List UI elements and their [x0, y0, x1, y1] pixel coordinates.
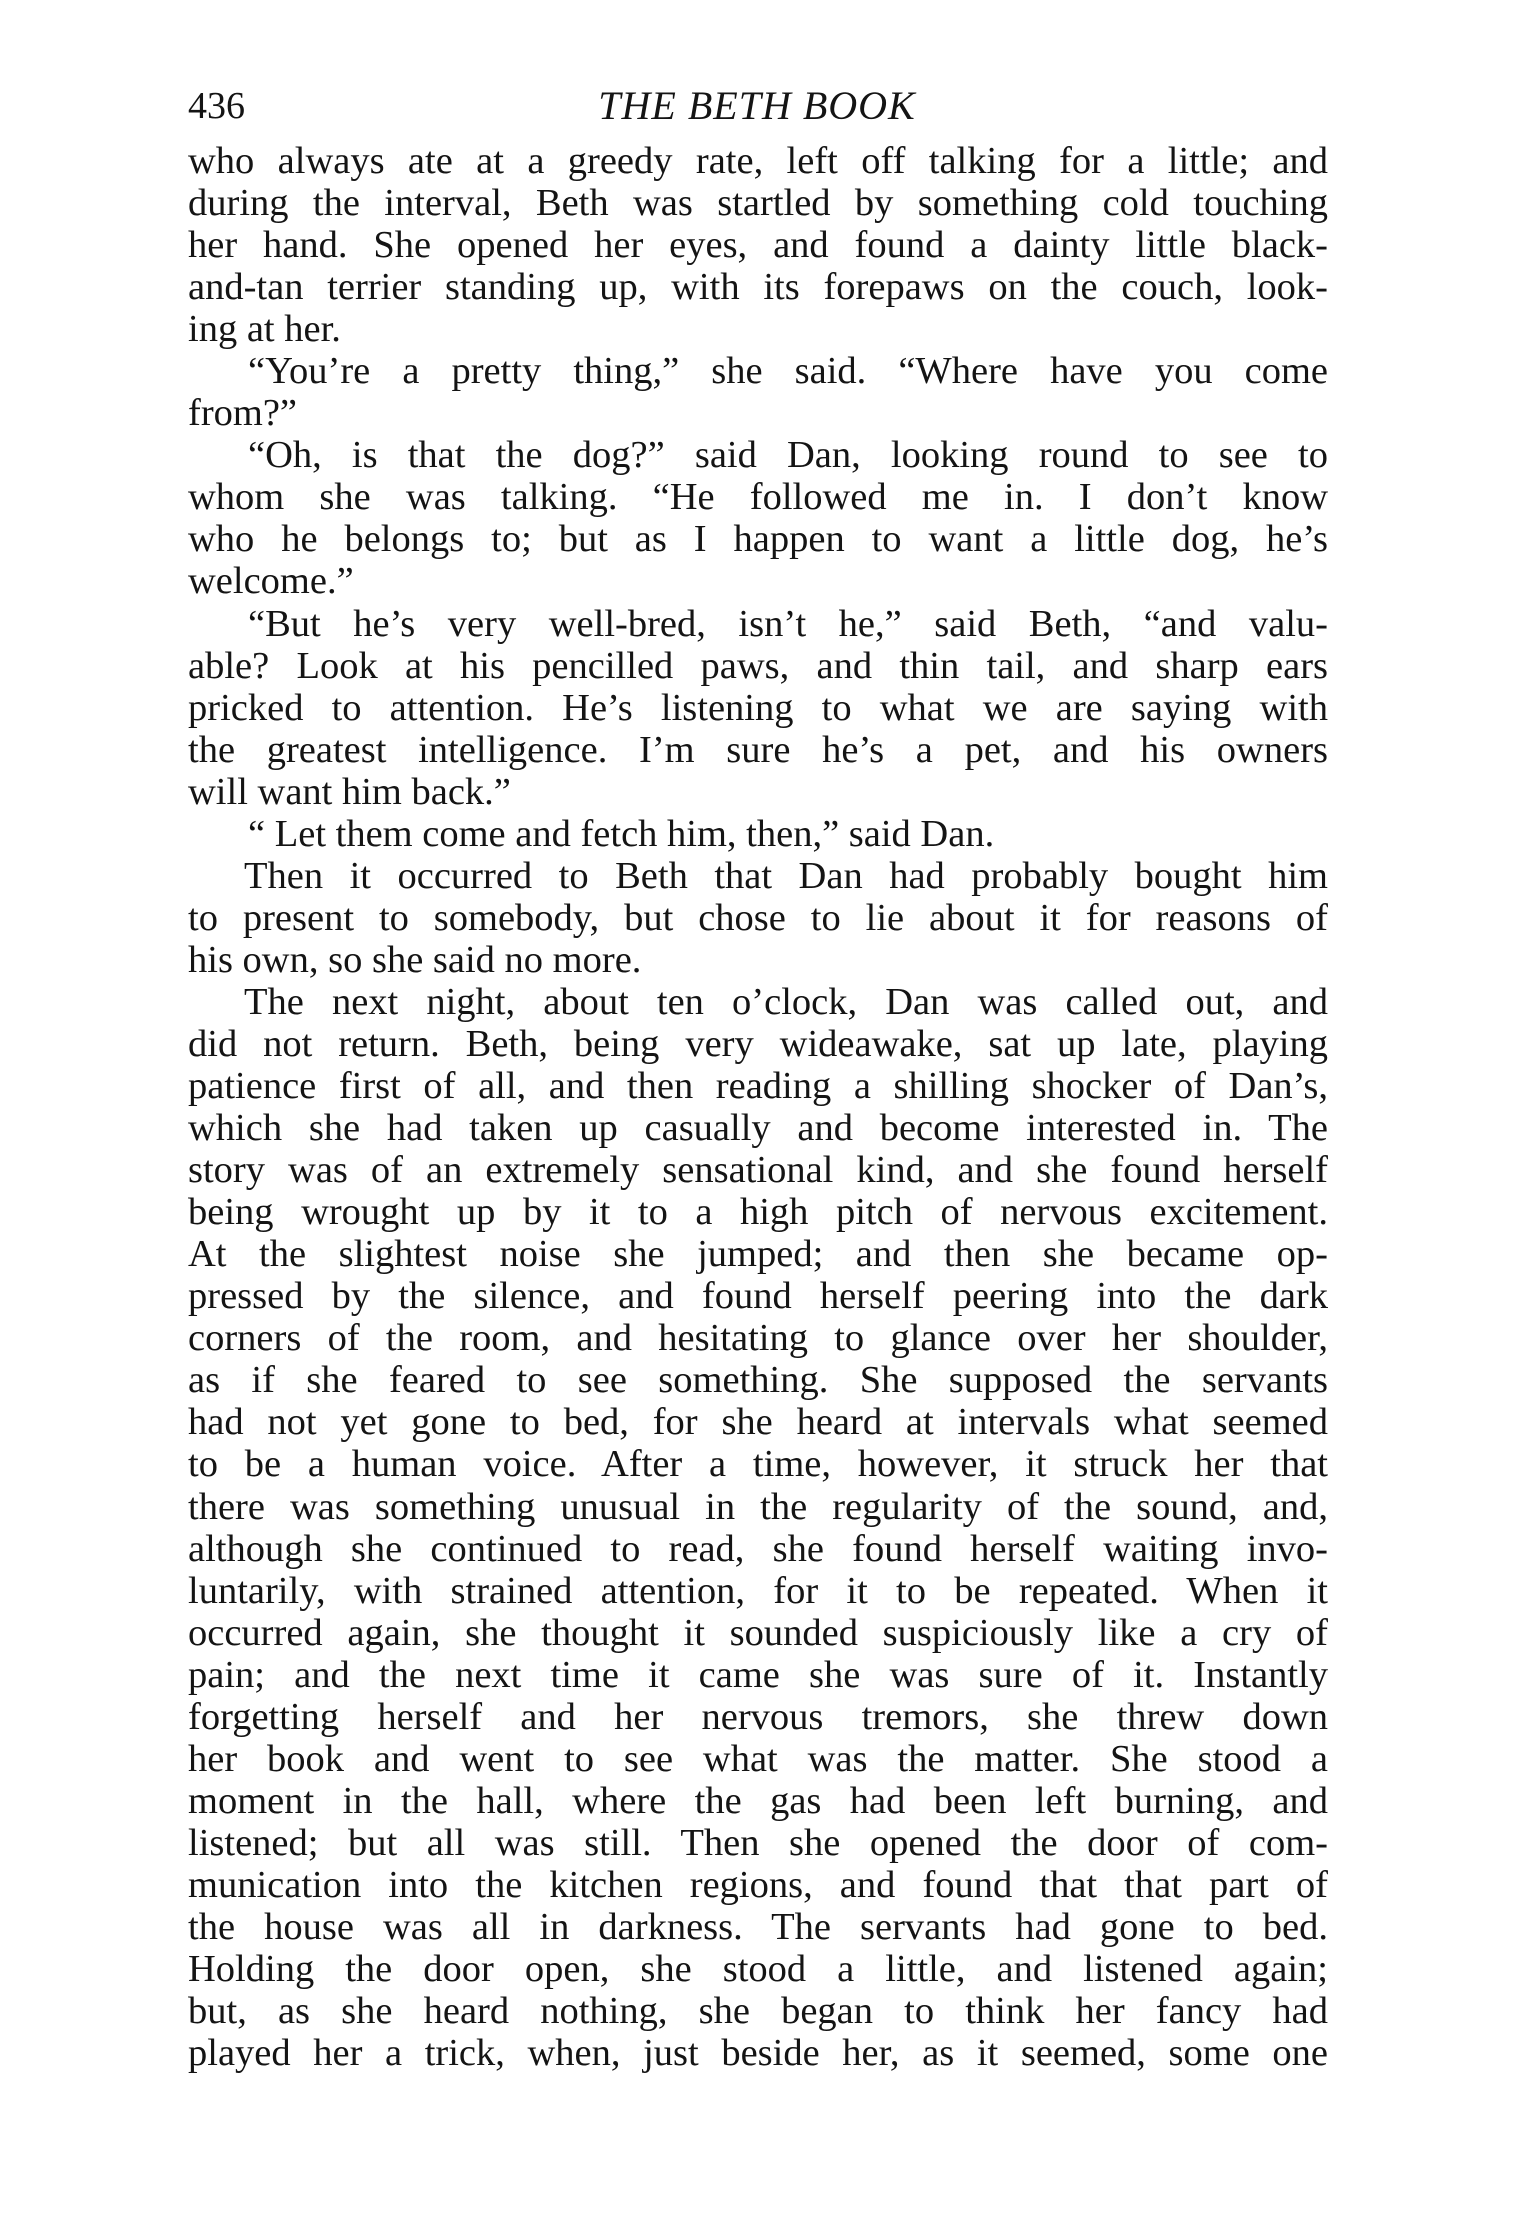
text-line: At the slightest noise she jumped; and then she became op- — [188, 1233, 1328, 1276]
text-line: her hand. She opened her eyes, and found a dainty little black- — [188, 224, 1328, 267]
text-line: listened; but all was still. Then she opened the door of com- — [188, 1821, 1328, 1864]
text-line: munication into the kitchen regions, and found that that part of — [188, 1863, 1328, 1906]
text-line: ing at her. — [188, 308, 341, 351]
book-title: THE BETH BOOK — [598, 83, 916, 128]
text-line: story was of an extremely sensational kind, and she found herself — [188, 1149, 1328, 1192]
text-line: although she continued to read, she found herself waiting invo- — [188, 1527, 1328, 1570]
text-line: “You’re a pretty thing,” she said. “Where have you come — [248, 350, 1328, 393]
page-number: 436 — [188, 85, 245, 127]
text-line: able? Look at his pencilled paws, and thin tail, and sharp ears — [188, 644, 1328, 687]
text-line: the house was all in darkness. The servants had gone to bed. — [188, 1905, 1328, 1948]
text-line: the greatest intelligence. I’m sure he’s a pet, and his owners — [188, 728, 1328, 771]
text-line: “ Let them come and fetch him, then,” said Dan. — [248, 812, 995, 855]
text-line: played her a trick, when, just beside her, as it seemed, some one — [188, 2032, 1328, 2075]
text-line: during the interval, Beth was startled by something cold touching — [188, 182, 1328, 225]
text-line: luntarily, with strained attention, for it to be repeated. When it — [188, 1569, 1328, 1612]
text-line: did not return. Beth, being very wideawake, sat up late, playing — [188, 1022, 1328, 1065]
text-line: Then it occurred to Beth that Dan had probably bought him — [244, 854, 1328, 897]
text-line: “Oh, is that the dog?” said Dan, looking round to see to — [248, 434, 1328, 477]
text-line: as if she feared to see something. She supposed the servants — [188, 1359, 1328, 1402]
text-line: her book and went to see what was the matter. She stood a — [188, 1737, 1328, 1780]
running-head — [188, 78, 1326, 134]
text-line: pain; and the next time it came she was sure of it. Instantly — [188, 1653, 1328, 1696]
body-text — [188, 140, 1328, 2074]
text-line: patience first of all, and then reading a shilling shocker of Dan’s, — [188, 1065, 1328, 1108]
text-line: welcome.” — [188, 560, 354, 603]
text-line: Holding the door open, she stood a little, and listened again; — [188, 1948, 1328, 1991]
text-line: to present to somebody, but chose to lie about it for reasons of — [188, 896, 1328, 939]
text-line: corners of the room, and hesitating to glance over her shoulder, — [188, 1317, 1328, 1360]
text-line: forgetting herself and her nervous tremors, she threw down — [188, 1695, 1328, 1738]
text-line: who he belongs to; but as I happen to want a little dog, he’s — [188, 518, 1328, 561]
text-line: who always ate at a greedy rate, left off talking for a little; and — [188, 140, 1328, 182]
text-line: from?” — [188, 392, 298, 435]
text-line: “But he’s very well-bred, isn’t he,” said Beth, “and valu- — [248, 602, 1328, 645]
text-line: but, as she heard nothing, she began to think her fancy had — [188, 1990, 1328, 2033]
text-line: and-tan terrier standing up, with its forepaws on the couch, look- — [188, 266, 1328, 309]
text-line: will want him back.” — [188, 770, 511, 813]
text-line: which she had taken up casually and become interested in. The — [188, 1107, 1328, 1150]
text-line: moment in the hall, where the gas had been left burning, and — [188, 1779, 1328, 1822]
text-line: there was something unusual in the regularity of the sound, and, — [188, 1485, 1328, 1528]
text-line: had not yet gone to bed, for she heard at intervals what seemed — [188, 1401, 1328, 1444]
text-line: The next night, about ten o’clock, Dan was called out, and — [244, 980, 1328, 1023]
text-line: whom she was talking. “He followed me in. I don’t know — [188, 476, 1328, 519]
text-line: occurred again, she thought it sounded suspiciously like a cry of — [188, 1611, 1328, 1654]
text-line: to be a human voice. After a time, however, it struck her that — [188, 1443, 1328, 1486]
text-line: pricked to attention. He’s listening to what we are saying with — [188, 686, 1328, 729]
text-line: being wrought up by it to a high pitch of nervous excitement. — [188, 1191, 1328, 1234]
text-line: pressed by the silence, and found herself peering into the dark — [188, 1275, 1328, 1318]
text-line: his own, so she said no more. — [188, 938, 642, 981]
